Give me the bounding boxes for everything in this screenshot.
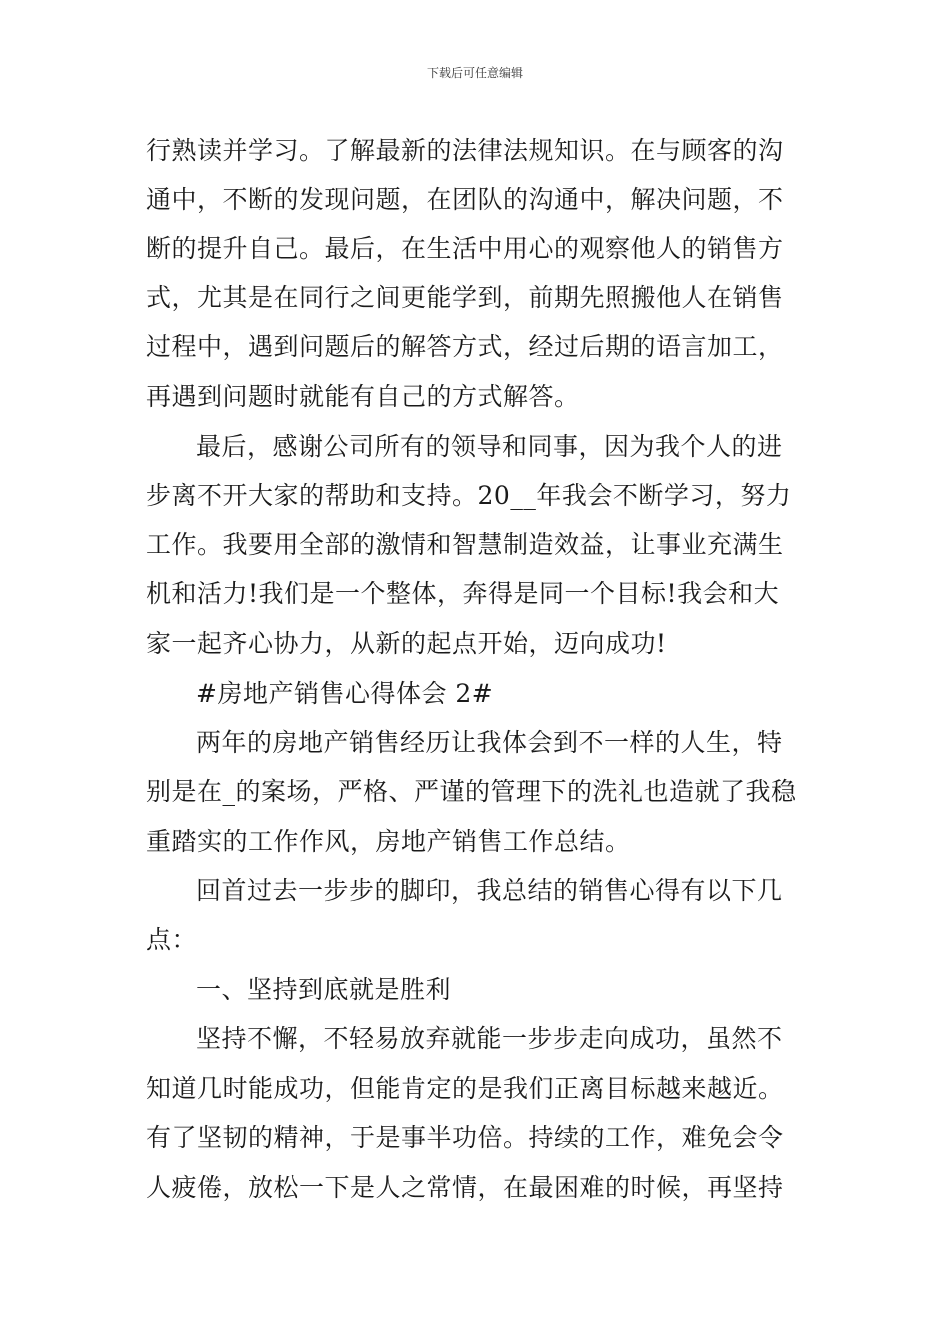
- text-line: 断的提升自己。最后，在生活中用心的观察他人的销售方: [146, 234, 784, 263]
- text-line: 重踏实的工作作风，房地产销售工作总结。: [146, 827, 631, 856]
- text-line: 过程中，遇到问题后的解答方式，经过后期的语言加工，: [146, 332, 784, 361]
- subsection-heading: 一、坚持到底就是胜利: [196, 975, 452, 1004]
- text-line: 知道几时能成功，但能肯定的是我们正离目标越来越近。: [146, 1074, 784, 1103]
- text-line: 别是在_的案场，严格、严谨的管理下的洗礼也造就了我稳: [146, 777, 797, 806]
- text-line: 点：: [146, 925, 198, 954]
- text-line: 式，尤其是在同行之间更能学到，前期先照搬他人在销售: [146, 283, 784, 312]
- text-line: 人疲倦，放松一下是人之常情，在最困难的时候，再坚持: [146, 1173, 784, 1202]
- paragraph-first-line: 回首过去一步步的脚印，我总结的销售心得有以下几: [196, 876, 783, 905]
- paragraph-first-line: 坚持不懈，不轻易放弃就能一步步走向成功，虽然不: [196, 1024, 783, 1053]
- text-line: 家一起齐心协力，从新的起点开始，迈向成功!: [146, 629, 667, 658]
- text-line: 通中，不断的发现问题，在团队的沟通中，解决问题，不: [146, 185, 784, 214]
- paragraph-first-line: 最后，感谢公司所有的领导和同事，因为我个人的进: [196, 432, 783, 461]
- text-line: 有了坚韧的精神，于是事半功倍。持续的工作，难免会令: [146, 1123, 784, 1152]
- text-line: 机和活力!我们是一个整体，奔得是同一个目标!我会和大: [146, 579, 780, 608]
- paragraph-first-line: 两年的房地产销售经历让我体会到不一样的人生，特: [196, 728, 783, 757]
- text-line: 再遇到问题时就能有自己的方式解答。: [146, 382, 580, 411]
- text-line: 行熟读并学习。了解最新的法律法规知识。在与顾客的沟: [146, 136, 784, 165]
- page-header-note: 下载后可任意编辑: [426, 66, 523, 80]
- text-line: 工作。我要用全部的激情和智慧制造效益，让事业充满生: [146, 530, 784, 559]
- section-heading: #房地产销售心得体会 2#: [196, 679, 494, 708]
- text-line: 步离不开大家的帮助和支持。20__年我会不断学习，努力: [146, 481, 792, 510]
